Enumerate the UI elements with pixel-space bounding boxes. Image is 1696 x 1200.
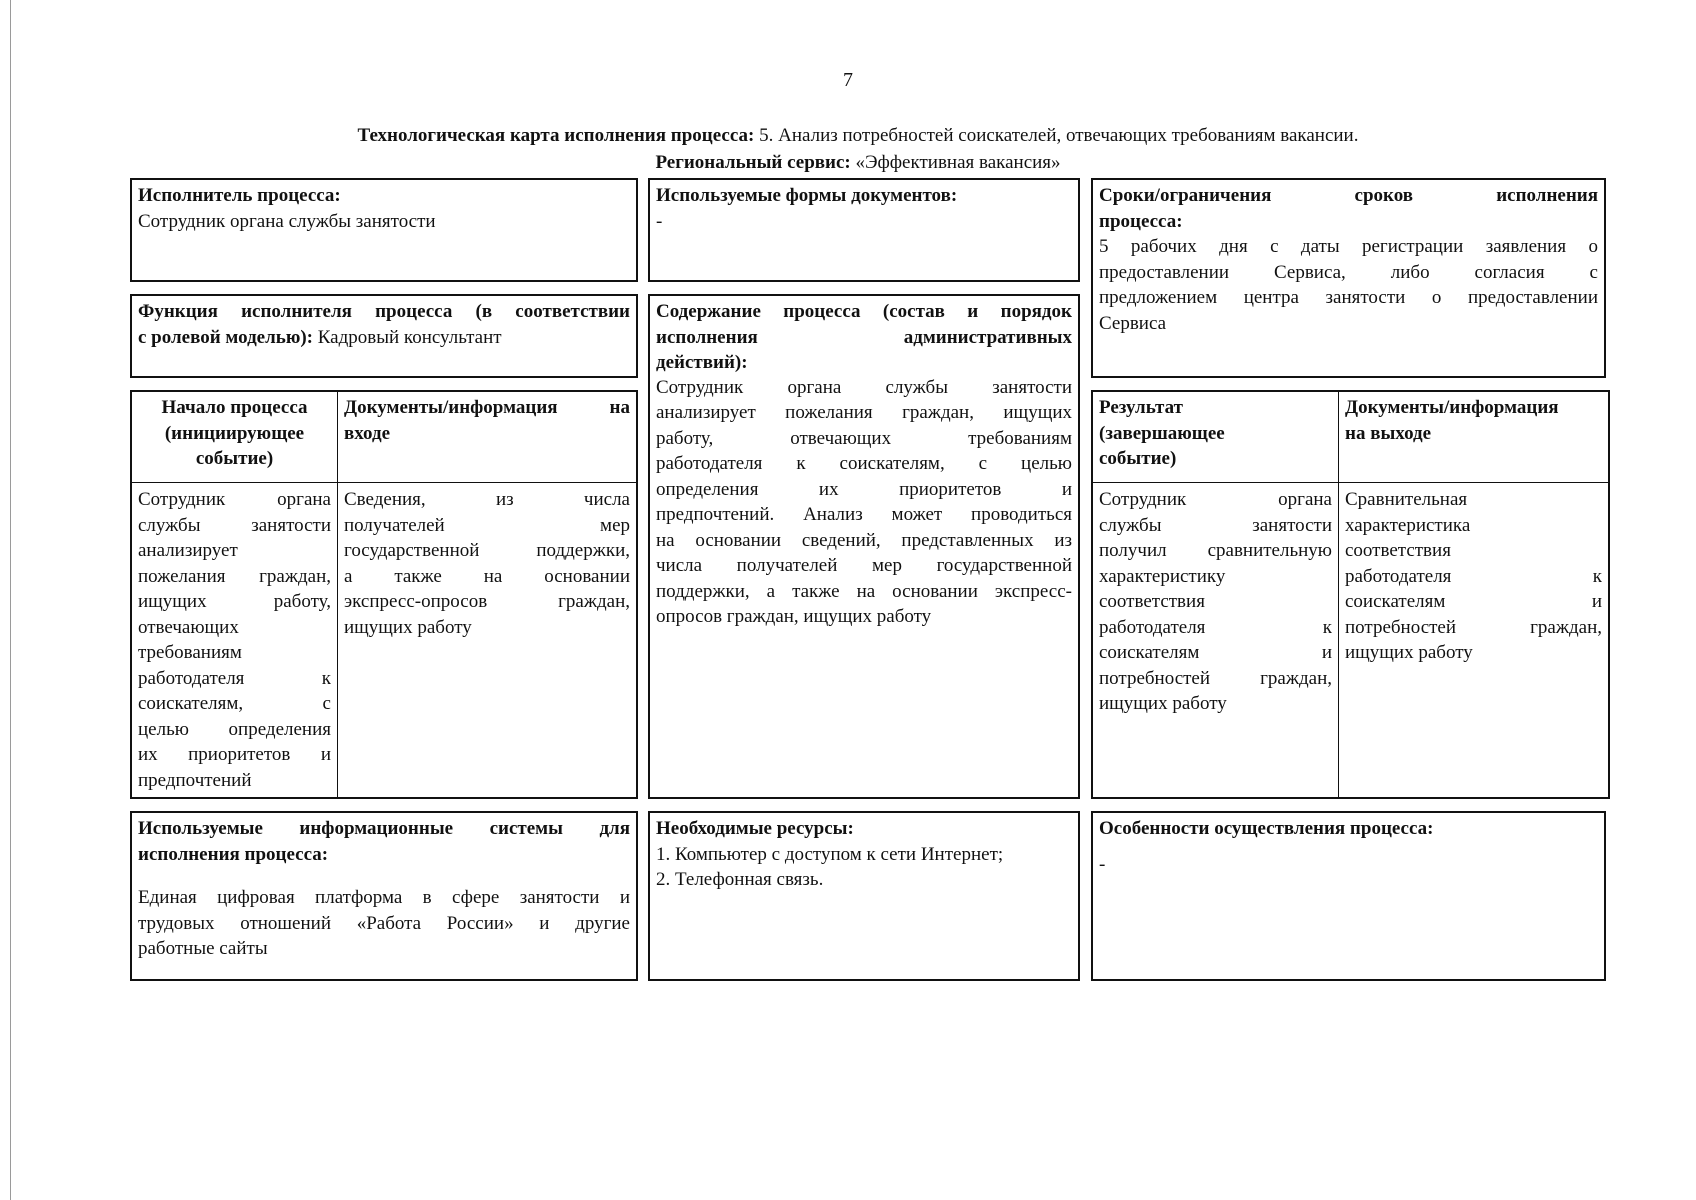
process-result-table (1091, 390, 1610, 799)
start-event-line: Сотрудник органа (138, 489, 331, 510)
process-start-table (130, 390, 638, 799)
start-event-text (132, 487, 337, 793)
content-line: поддержки, а также на основании экспресс- (656, 580, 1072, 602)
start-event-line: службы занятости (138, 514, 331, 536)
start-event-line: требованиям (138, 642, 242, 663)
content-line: на основании сведений, представленных из (656, 529, 1072, 551)
result-event-line: получил сравнительную (1099, 540, 1332, 561)
document-forms-box (648, 178, 1080, 282)
result-event-line: соответствия (1099, 591, 1205, 612)
content-text (656, 375, 1072, 630)
document-subtitle (0, 150, 1696, 176)
deadlines-label-word: исполнения (1496, 185, 1598, 206)
deadlines-text-line: Сервиса (1099, 312, 1167, 334)
start-input-line: ищущих работу (344, 616, 472, 638)
content-line: предпочтений. Анализ может проводиться (656, 504, 1072, 525)
deadlines-word: Сервиса, (1273, 261, 1346, 283)
result-output-line: работодателя к (1345, 565, 1602, 587)
result-event-line: работодателя к (1099, 616, 1332, 638)
content-label-word: исполнения (656, 326, 758, 348)
title-process-name: 5. Анализ потребностей соискателей, отвечающих требованиям вакансии. (759, 125, 1359, 146)
result-output-line: Сравнительная (1345, 489, 1468, 510)
deadlines-text-line: 5 рабочих дня с даты регистрации заявления о (1099, 236, 1598, 257)
content-line: анализирует пожелания граждан, ищущих (656, 402, 1072, 423)
info-systems-text-line: работные сайты (138, 938, 268, 959)
info-systems-box (130, 811, 638, 981)
start-event-line: ищущих работу, (138, 591, 331, 612)
result-output-docs-text (1339, 487, 1608, 666)
result-output-line: ищущих работу (1345, 642, 1473, 663)
resources-box (648, 811, 1080, 981)
executor-value: Сотрудник органа службы занятости (138, 210, 436, 232)
start-event-line: анализирует (138, 540, 238, 561)
document-forms-label: Используемые формы документов: (656, 185, 958, 206)
process-features-value: - (1099, 853, 1106, 875)
start-event-line: целью определения (138, 718, 331, 740)
content-line: Сотрудник органа службы занятости (656, 376, 1072, 398)
deadlines-label (1099, 183, 1598, 209)
start-event-line: пожелания граждан, (138, 565, 331, 587)
start-header-word: Документы/информация (344, 397, 558, 418)
resources-label: Необходимые ресурсы: (656, 818, 854, 839)
deadlines-word: предоставлении (1099, 261, 1230, 283)
process-content-box (648, 294, 1080, 799)
page-number: 7 (843, 69, 853, 91)
start-input-line: Сведения, из числа (344, 489, 630, 510)
info-systems-text-line: трудовых отношений «Работа России» и другие (138, 912, 630, 934)
function-label-line1: Функция исполнителя процесса (в соответствии (138, 301, 630, 322)
result-header-line: событие) (1099, 448, 1177, 469)
result-output-line: соискателям и (1345, 591, 1602, 612)
start-input-line: а также на основании (344, 565, 630, 587)
result-event-line: службы занятости (1099, 514, 1332, 536)
start-event-line: работодателя к (138, 667, 331, 689)
result-header-line: Документы/информация (1345, 397, 1559, 418)
result-header-line: (завершающее (1099, 422, 1225, 444)
title-label: Технологическая карта исполнения процесса: (357, 125, 755, 146)
table-divider (132, 482, 636, 483)
content-label-line: Содержание процесса (состав и порядок (656, 301, 1072, 322)
resources-item: 1. Компьютер с доступом к сети Интернет; (656, 843, 1004, 865)
document-title (0, 123, 1696, 149)
result-output-line: характеристика (1345, 514, 1471, 536)
info-systems-label-line: исполнения процесса: (138, 843, 329, 865)
result-header-col1 (1093, 395, 1338, 472)
content-line: определения их приоритетов и (656, 478, 1072, 500)
deadlines-text-line: предложением центра занятости о предоставлении (1099, 287, 1598, 308)
result-event-text (1093, 487, 1338, 717)
content-label-word: административных (903, 326, 1072, 348)
executor-label: Исполнитель процесса: (138, 185, 341, 206)
process-features-label: Особенности осуществления процесса: (1099, 818, 1434, 839)
start-header-col1: Начало процесса (инициирующее событие) (161, 397, 308, 469)
info-systems-label-line: Используемые информационные системы для (138, 818, 630, 839)
start-input-line: экспресс-опросов граждан, (344, 591, 630, 612)
start-event-line: отвечающих (138, 616, 239, 638)
deadlines-label-word: Сроки/ограничения (1099, 185, 1272, 206)
content-line: опросов граждан, ищущих работу (656, 606, 932, 627)
document-forms-value: - (656, 210, 663, 232)
table-divider (1093, 482, 1608, 483)
executor-box (130, 178, 638, 282)
start-input-line: получателей мер (344, 514, 630, 536)
content-line: числа получателей мер государственной (656, 555, 1072, 576)
function-label-line2 (138, 325, 630, 351)
content-line: работодателя к соискателям, с целью (656, 453, 1072, 474)
result-output-line: потребностей граждан, (1345, 616, 1602, 638)
result-event-line: потребностей граждан, (1099, 667, 1332, 689)
result-header-col2 (1339, 395, 1608, 446)
start-event-line: предпочтений (138, 769, 252, 791)
result-header-line: на выходе (1345, 422, 1432, 444)
function-box (130, 294, 638, 378)
result-event-line: соискателям и (1099, 642, 1332, 663)
deadlines-word: согласия (1474, 261, 1545, 283)
deadlines-label-line2: процесса: (1099, 210, 1183, 232)
result-event-line: ищущих работу (1099, 693, 1227, 714)
deadlines-word: либо (1390, 261, 1430, 283)
result-header-line: Результат (1099, 397, 1183, 418)
deadlines-text-line (1099, 260, 1598, 286)
function-value: Кадровый консультант (317, 326, 502, 348)
start-event-line: их приоритетов и (138, 744, 331, 765)
subtitle-label: Региональный сервис: (655, 152, 851, 173)
resources-item: 2. Телефонная связь. (656, 869, 824, 890)
process-features-box (1091, 811, 1606, 981)
start-input-docs-text (338, 487, 636, 640)
subtitle-service-name: «Эффективная вакансия» (855, 152, 1061, 173)
info-systems-text-line: Единая цифровая платформа в сфере занятости и (138, 887, 630, 908)
content-line: работу, отвечающих требованиям (656, 427, 1072, 449)
start-header-line: входе (344, 422, 391, 444)
deadlines-label-word: сроков (1354, 185, 1414, 206)
start-header-col2 (338, 395, 636, 446)
start-event-line: соискателям, с (138, 693, 331, 714)
deadlines-box (1091, 178, 1606, 378)
content-label-line: действий): (656, 352, 748, 373)
start-input-line: государственной поддержки, (344, 540, 630, 561)
result-event-line: Сотрудник органа (1099, 489, 1332, 510)
scan-edge-line (10, 0, 11, 1200)
function-label-role: с ролевой моделью): (138, 326, 313, 348)
result-output-line: соответствия (1345, 540, 1451, 561)
result-event-line: характеристику (1099, 565, 1226, 587)
start-header-word: на (609, 397, 630, 418)
content-label-line (656, 325, 1072, 351)
deadlines-word: с (1589, 261, 1598, 283)
